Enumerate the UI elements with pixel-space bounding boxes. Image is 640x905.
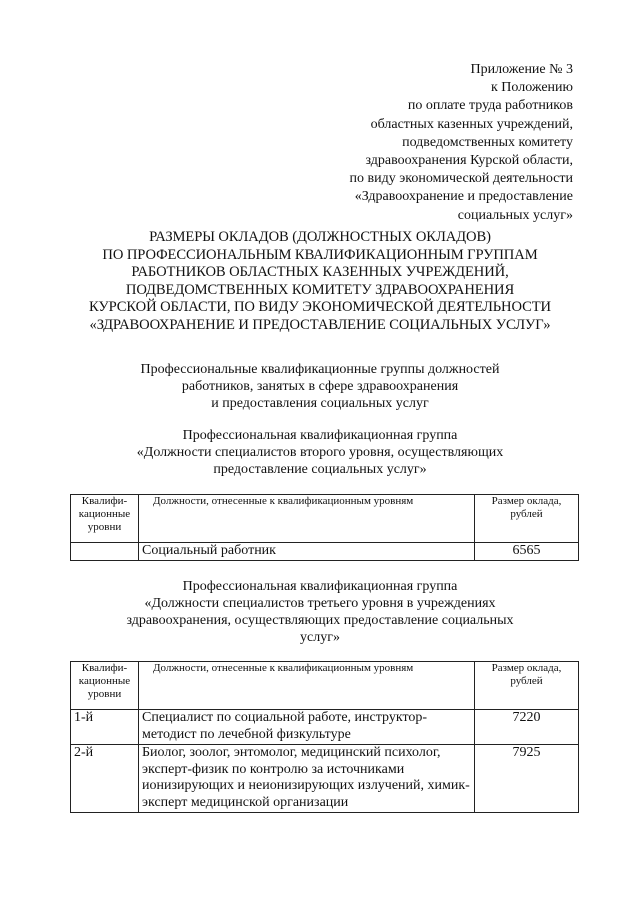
table-header-row: [71, 662, 579, 710]
appendix-line: подведомственных комитету: [402, 134, 573, 150]
positions-cell: Специалист по социальной работе, инструктор-методист по лечебной физкультуре: [139, 710, 475, 745]
title-line: РАБОТНИКОВ ОБЛАСТНЫХ КАЗЕННЫХ УЧРЕЖДЕНИЙ,: [131, 264, 509, 281]
group2-line: здравоохранения, осуществляющих предоставление социальных: [126, 613, 514, 628]
appendix-line: здравоохранения Курской области,: [365, 153, 573, 169]
title-line: «ЗДРАВООХРАНЕНИЕ И ПРЕДОСТАВЛЕНИЕ СОЦИАЛЬНЫХ УСЛУГ»: [89, 316, 551, 333]
level-cell: 1-й: [71, 710, 139, 745]
level-cell: [71, 543, 139, 561]
section-line: работников, занятых в сфере здравоохранения: [181, 379, 459, 394]
group1-line: Профессиональная квалификационная группа: [182, 428, 458, 443]
appendix-line: социальных услуг»: [457, 207, 573, 223]
appendix-line: «Здравоохранение и предоставление: [354, 189, 573, 205]
positions-cell: Социальный работник: [139, 543, 475, 561]
group1-line: предоставление социальных услуг»: [213, 462, 427, 477]
appendix-header: [233, 61, 573, 225]
table-row: [71, 710, 579, 745]
table-row: [71, 543, 579, 561]
col-salary-header: Размер оклада, рублей: [475, 662, 579, 710]
title-line: КУРСКОЙ ОБЛАСТИ, ПО ВИДУ ЭКОНОМИЧЕСКОЙ ДЕЯТЕЛЬНОСТИ: [89, 299, 551, 316]
appendix-line: по оплате труда работников: [407, 98, 573, 114]
section-line: и предоставления социальных услуг: [211, 396, 429, 411]
col-positions-header: Должности, отнесенные к квалификационным уровням: [139, 662, 475, 710]
col-level-header: Квалифи-кационные уровни: [71, 495, 139, 543]
col-positions-header: Должности, отнесенные к квалификационным уровням: [139, 495, 475, 543]
group2-line: услуг»: [300, 630, 340, 645]
appendix-line: по виду экономической деятельности: [349, 171, 573, 187]
salary-cell: 6565: [475, 543, 579, 561]
title-line: ПО ПРОФЕССИОНАЛЬНЫМ КВАЛИФИКАЦИОННЫМ ГРУППАМ: [102, 246, 538, 263]
group2-line: Профессиональная квалификационная группа: [182, 579, 458, 594]
level-cell: 2-й: [71, 745, 139, 813]
appendix-line: областных казенных учреждений,: [370, 116, 573, 132]
table-header-row: [71, 495, 579, 543]
appendix-line: Приложение № 3: [470, 62, 573, 77]
group1-line: «Должности специалистов второго уровня, осуществляющих: [136, 445, 504, 460]
group1-table: [70, 494, 579, 561]
section-line: Профессиональные квалификационные группы должностей: [140, 362, 500, 377]
appendix-line: к Положению: [490, 80, 573, 96]
group2-table: [70, 661, 579, 813]
col-salary-header: Размер оклада, рублей: [475, 495, 579, 543]
positions-cell: Биолог, зоолог, энтомолог, медицинский психолог, эксперт-физик по контролю за источниками ионизирующих и неионизирующих излучений, химик-эксперт медицинской организации: [139, 745, 475, 813]
title-line: РАЗМЕРЫ ОКЛАДОВ (ДОЛЖНОСТНЫХ ОКЛАДОВ): [149, 229, 491, 245]
salary-cell: 7220: [475, 710, 579, 745]
salary-cell: 7925: [475, 745, 579, 813]
table-row: [71, 745, 579, 813]
col-level-header: Квалифи-кационные уровни: [71, 662, 139, 710]
title-line: ПОДВЕДОМСТВЕННЫХ КОМИТЕТУ ЗДРАВООХРАНЕНИЯ: [125, 281, 515, 298]
group1-heading: [60, 427, 580, 478]
group2-line: «Должности специалистов третьего уровня в учреждениях: [144, 596, 496, 611]
section-heading: [60, 361, 580, 412]
document-title: [60, 229, 580, 335]
group2-heading: [60, 578, 580, 646]
